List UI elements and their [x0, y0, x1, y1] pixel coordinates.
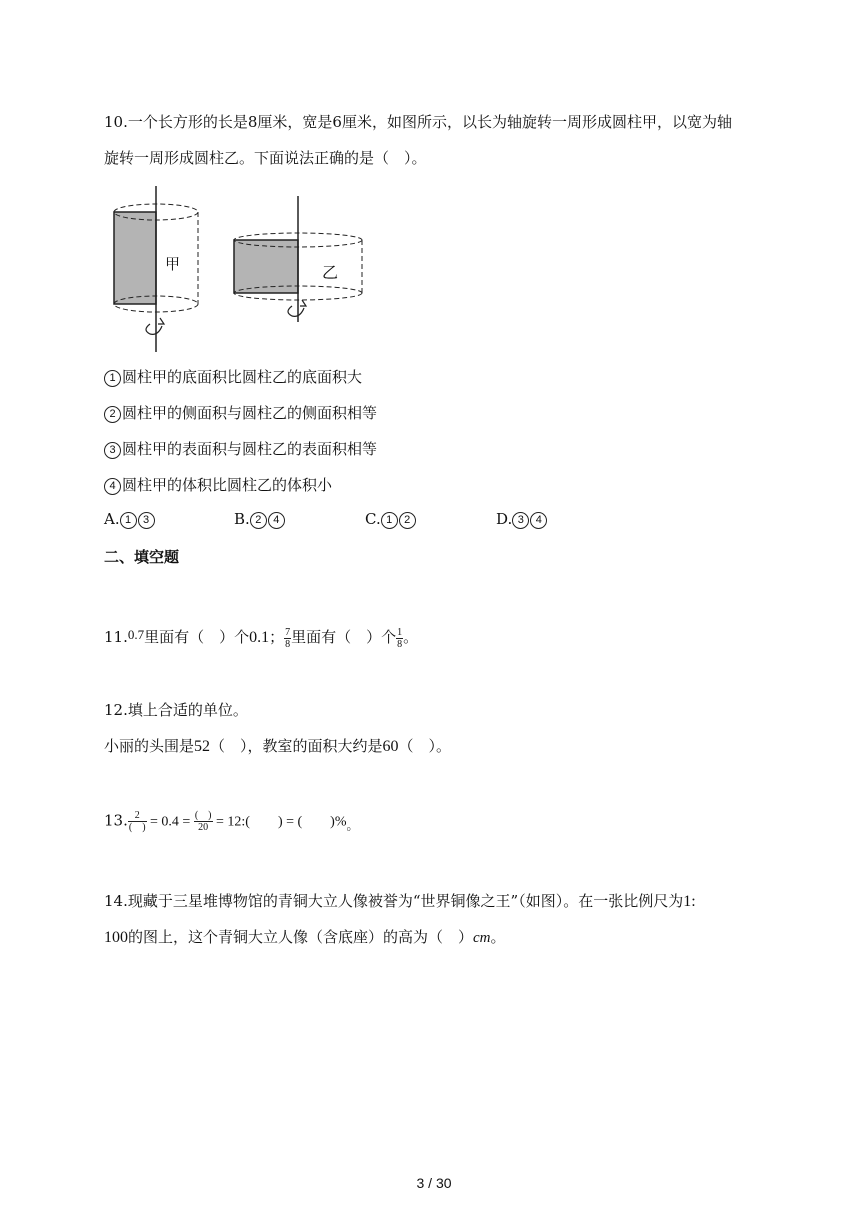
- q14-end: 。: [490, 928, 506, 946]
- circled-number: 1: [381, 512, 398, 529]
- label-b: 乙: [322, 263, 339, 282]
- q12-text-3: （ ）。: [398, 737, 452, 755]
- q12-line2: [104, 736, 451, 757]
- statement-3: [104, 439, 377, 459]
- circled-number: 2: [250, 512, 267, 529]
- q14-unit: cm: [473, 930, 491, 946]
- q13-prefix: 13.: [104, 811, 128, 830]
- q10-line1: 10.一个长方形的长是8厘米，宽是6厘米，如图所示，以长为轴旋转一周形成圆柱甲，以宽为轴: [104, 113, 732, 131]
- page-number: 3 / 30: [416, 1175, 452, 1191]
- q11-text-2: 里面有（ ）个: [291, 628, 397, 646]
- numerator: 7: [285, 626, 291, 638]
- statement-text: 圆柱甲的体积比圆柱乙的体积小: [122, 476, 333, 494]
- cylinder-a: [114, 186, 198, 352]
- q11-end: 。: [403, 628, 419, 646]
- circled-number: 2: [399, 512, 416, 529]
- circled-number: 4: [530, 512, 547, 529]
- statement-text: 圆柱甲的侧面积与圆柱乙的侧面积相等: [122, 404, 378, 422]
- numerator: 1: [397, 626, 403, 638]
- statement-4: [104, 475, 332, 495]
- option-c[interactable]: [365, 510, 417, 529]
- q12-text-2: （ ），教室的面积大约是: [210, 737, 383, 755]
- circled-number: 3: [512, 512, 529, 529]
- q13-fraction-2: [194, 810, 213, 833]
- circled-number: 4: [268, 512, 285, 529]
- q13-equation-1: = 0.4 =: [146, 814, 194, 830]
- statement-2: [104, 403, 377, 423]
- q14-scale-2: 100: [104, 929, 128, 946]
- q14-scale-1: 1:: [683, 893, 696, 910]
- cylinder-figure: [100, 182, 380, 354]
- circled-number: 1: [104, 370, 121, 387]
- q11-value-1: 0.7: [127, 627, 145, 642]
- q13-equation-2: = 12:( ) = ( )%: [212, 814, 347, 830]
- q14-text-1: 14.现藏于三星堆博物馆的青铜大立人像被誉为“世界铜像之王”（如图）。在一张比例尺为: [104, 892, 684, 910]
- label-a: 甲: [165, 255, 181, 273]
- numerator: 2: [128, 810, 147, 822]
- statement-text: 圆柱甲的表面积与圆柱乙的表面积相等: [122, 440, 378, 458]
- option-letter: C.: [365, 510, 381, 528]
- denominator: ( ): [128, 822, 146, 833]
- q13-fraction-1: [128, 810, 147, 833]
- q11-separator: ；: [269, 628, 285, 646]
- numerator: ( ): [194, 810, 212, 821]
- option-letter: D.: [496, 510, 513, 528]
- q14-line1: [104, 891, 696, 912]
- circled-number: 3: [104, 442, 121, 459]
- q13: [104, 810, 359, 836]
- statement-text: 圆柱甲的底面积比圆柱乙的底面积大: [122, 368, 363, 386]
- q11-text-1: 里面有（ ）个: [144, 628, 250, 646]
- q12-value-1: 52: [194, 738, 211, 755]
- q14-line2: [104, 927, 506, 948]
- option-letter: B.: [234, 510, 250, 528]
- circled-number: 2: [104, 406, 121, 423]
- q14-text-2: 的图上，这个青铜大立人像（含底座）的高为（ ）: [128, 928, 474, 946]
- q13-end: 。: [346, 818, 359, 833]
- q11-value-2: 0.1: [249, 629, 270, 646]
- option-a[interactable]: [104, 510, 156, 529]
- option-d[interactable]: [496, 510, 548, 529]
- q11: [104, 625, 418, 650]
- circled-number: 3: [138, 512, 155, 529]
- statement-1: [104, 367, 362, 387]
- option-b[interactable]: [234, 510, 286, 529]
- cylinder-b: [234, 196, 362, 322]
- q12-line1: 12.填上合适的单位。: [104, 701, 248, 719]
- circled-number: 1: [120, 512, 137, 529]
- q10-line2: 旋转一周形成圆柱乙。下面说法正确的是（ ）。: [104, 149, 427, 167]
- section-heading: 二、填空题: [104, 548, 180, 566]
- q11-prefix: 11.: [104, 628, 128, 646]
- circled-number: 4: [104, 478, 121, 495]
- q12-text-1: 小丽的头围是: [104, 737, 195, 755]
- denominator: 8: [285, 638, 291, 650]
- denominator: 8: [397, 638, 403, 650]
- q12-value-2: 60: [382, 738, 399, 755]
- denominator: 20: [198, 822, 209, 833]
- option-letter: A.: [104, 510, 120, 528]
